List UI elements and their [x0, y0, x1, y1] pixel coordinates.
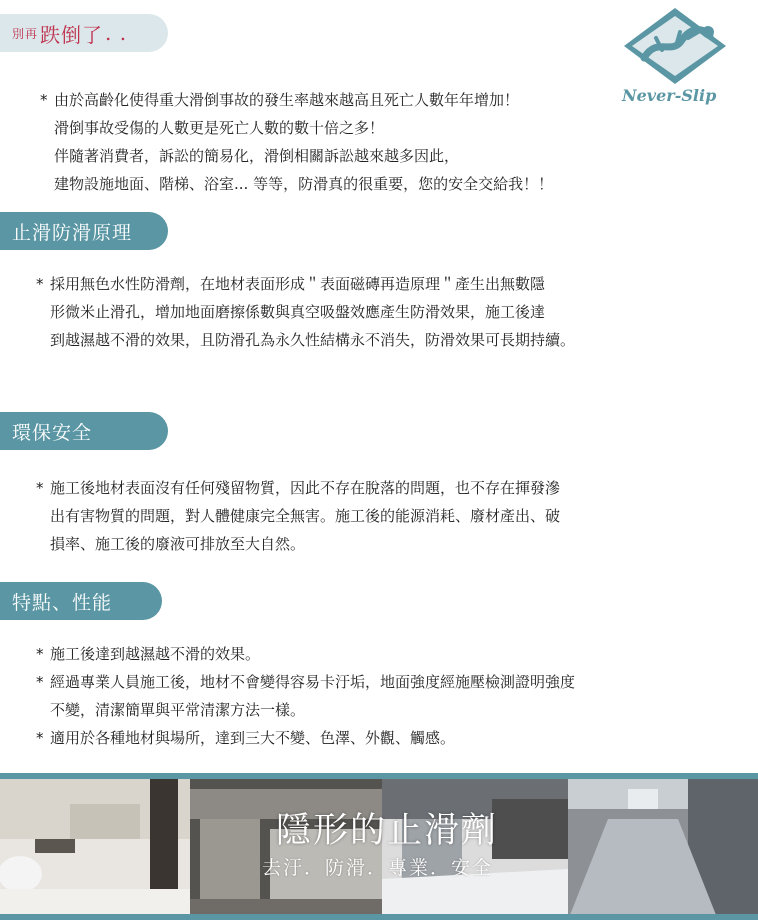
eco-line: 損率、施工後的廢液可排放至大自然。	[50, 535, 306, 553]
bullet-star: *	[36, 673, 44, 691]
section-tab-principle: 止滑防滑原理	[0, 212, 168, 250]
section-tab-eco: 環保安全	[0, 412, 168, 450]
bullet-star: *	[36, 645, 44, 663]
principle-paragraph	[36, 270, 575, 354]
list-item: * 施工後達到越濕越不滑的效果。	[36, 640, 575, 668]
features-list	[36, 640, 575, 752]
header-tab-dots: . .	[105, 21, 128, 45]
bullet-star: *	[36, 275, 44, 293]
list-item: * 適用於各種地材與場所，達到三大不變、色澤、外觀、觸感。	[36, 724, 575, 752]
principle-line: 到越濕越不滑的效果，且防滑孔為永久性結構永不消失，防滑效果可長期持續。	[50, 331, 576, 349]
intro-line: 建物設施地面、階梯、浴室... 等等，防滑真的很重要，您的安全交給我！！	[54, 175, 554, 193]
header-tab-small: 別再	[12, 26, 39, 41]
logo-text: Never-Slip	[622, 86, 717, 105]
banner-bottom-bar	[0, 914, 758, 920]
walkway-photo	[568, 779, 758, 920]
intro-line: 伴隨著消費者，訴訟的簡易化，滑倒相關訴訟越來越多因此，	[54, 147, 460, 165]
header-tab-main: 跌倒了	[40, 22, 104, 47]
list-item-continuation: 不變，清潔簡單與平常清潔方法一樣。	[50, 701, 306, 719]
eco-line: 出有害物質的問題，對人體健康完全無害。施工後的能源消耗、廢材產出、破	[50, 507, 561, 525]
intro-line: * 由於高齡化使得重大滑倒事故的發生率越來越高且死亡人數年年增加！	[40, 86, 553, 114]
bullet-star: *	[36, 479, 44, 497]
intro-paragraph	[40, 86, 553, 198]
list-item: * 經過專業人員施工後，地材不會變得容易卡汙垢，地面強度經施壓檢測證明強度	[36, 668, 575, 696]
eco-line: 施工後地材表面沒有任何殘留物質，因此不存在脫落的問題，也不存在揮發滲	[50, 479, 561, 497]
bathroom-photo	[0, 779, 190, 920]
eco-paragraph	[36, 474, 560, 558]
principle-line: 採用無色水性防滑劑，在地材表面形成＂表面磁磚再造原理＂產生出無數隱	[50, 275, 546, 293]
section-tab-features: 特點、性能	[0, 582, 162, 620]
intro-line: 滑倒事故受傷的人數更是死亡人數的數十倍之多！	[54, 119, 385, 137]
principle-line: 形微米止滑孔，增加地面磨擦係數與真空吸盤效應產生防滑效果，施工後達	[50, 303, 546, 321]
header-tab	[0, 14, 168, 52]
bullet-star: *	[36, 729, 44, 747]
photo-banner	[0, 773, 758, 920]
banner-subtitle: 去汙．防滑．專業．安全	[262, 857, 494, 879]
banner-headline: 隱形的止滑劑	[276, 811, 499, 851]
bullet-star: *	[40, 91, 48, 109]
